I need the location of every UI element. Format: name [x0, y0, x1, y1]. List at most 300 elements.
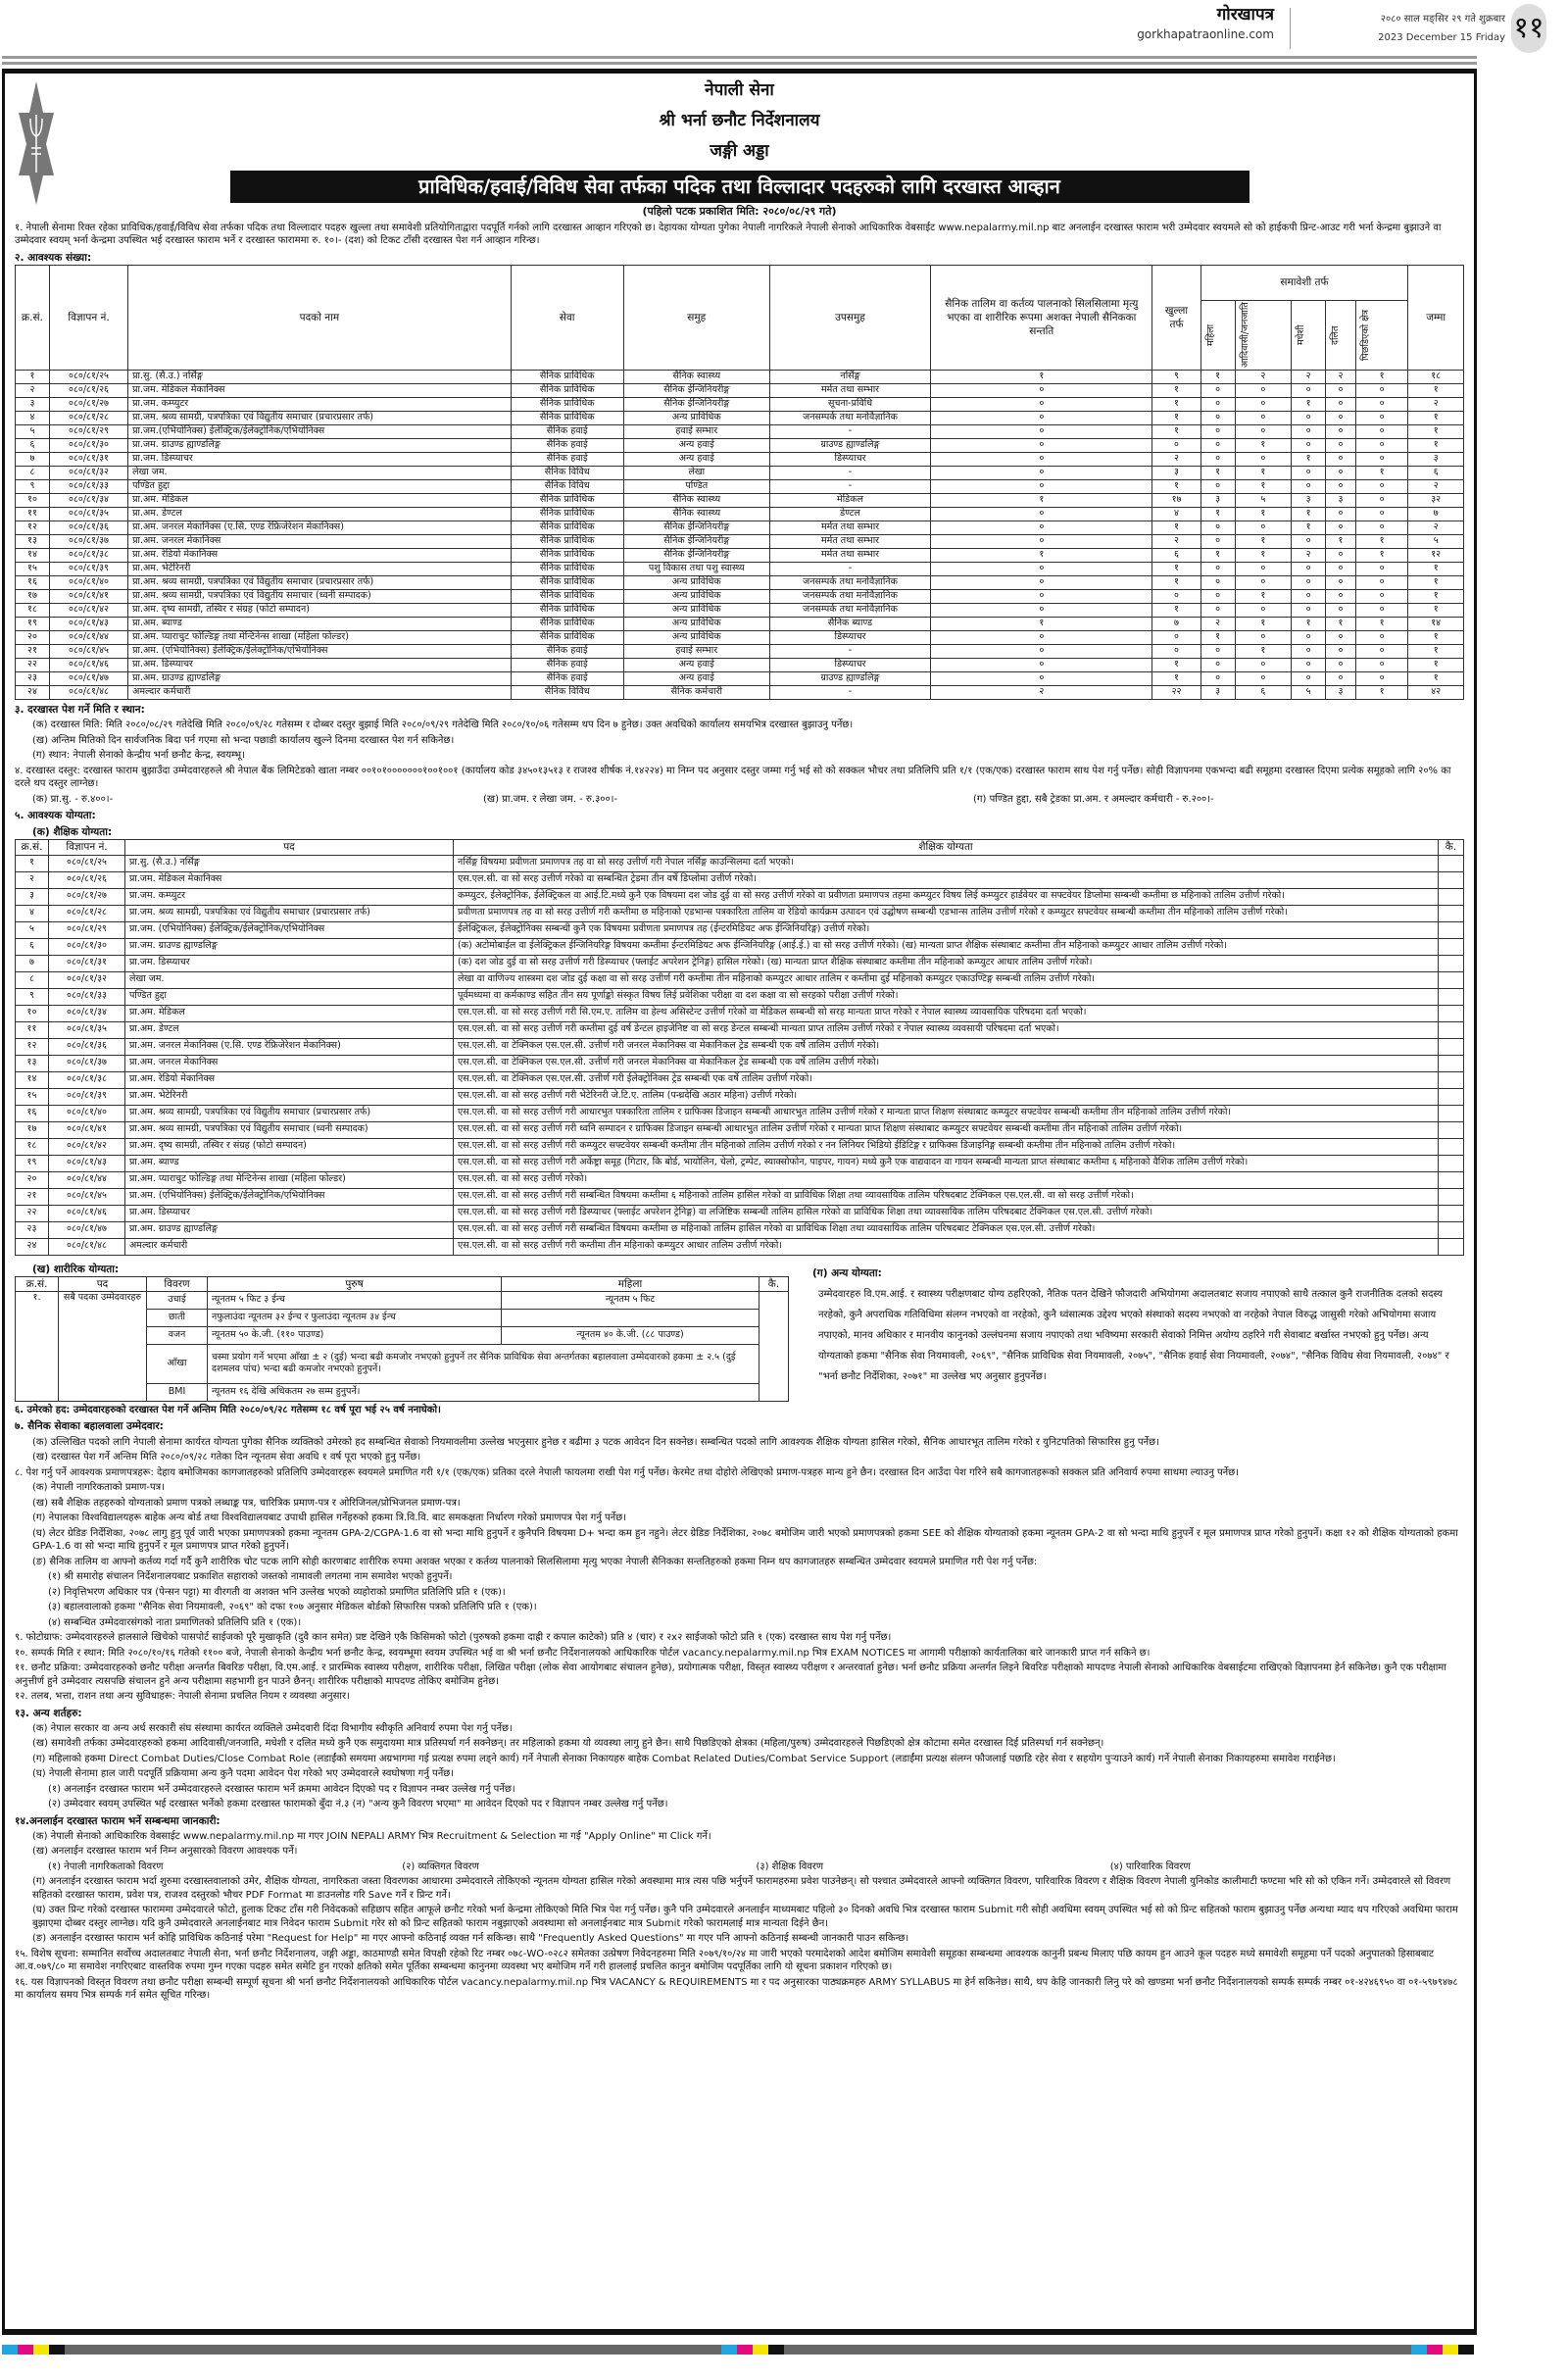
- phys-label: BMI: [147, 1383, 208, 1401]
- cell-d: ०: [1326, 630, 1356, 644]
- cell-post: प्रा.अम. मेडिकल: [125, 1005, 454, 1021]
- cell-a: ०: [1235, 383, 1292, 397]
- table-row: [16, 955, 1464, 971]
- cell-ad: ०८०/८१/३८: [49, 1071, 125, 1088]
- col-subgroup: उपसमुह: [769, 265, 930, 370]
- color-swatch: [2, 2345, 18, 2355]
- cell-a: १: [1235, 617, 1292, 630]
- cell-service: सैनिक हवाई: [511, 644, 623, 658]
- cell-post: लेखा जम.: [128, 466, 512, 479]
- cell-ad: ०८०/८१/४७: [49, 1221, 125, 1238]
- cell-sn: २: [16, 871, 49, 888]
- table-row: [16, 603, 1464, 617]
- cell-a: १: [1235, 479, 1292, 493]
- cell-q: एस.एल.सी. वा सो सरह उत्तीर्ण गरी डिस्प्याचर (फ्लाईट अपरेशन ट्रेनिङ्ग) वा लजिष्टिक सम्बन्धी तालिम हासिल गरेको वा प्राविधिक शिक्षा तथा व्यावसायिक तालिम परिषदबाट टेक्निकल एस.एल.सी. उत्तीर्ण गरेको।: [454, 1205, 1439, 1221]
- cell-service: सैनिक प्राविधिक: [511, 603, 623, 617]
- col-madhesi: मधेशी: [1296, 324, 1307, 346]
- section13-title: १३. अन्य शर्तहरु:: [15, 1707, 82, 1719]
- cell-group: अन्य प्राविधिक: [623, 589, 769, 603]
- cell-post: प्रा.अम. श्रव्य सामग्री, पत्रपत्रिका एवं विद्युतीय समाचार (प्रचारप्रसार तर्फ): [128, 575, 512, 589]
- cell-md: २: [1292, 370, 1326, 383]
- cell-sub: जनसम्पर्क तथा मनोवैज्ञानिक: [769, 589, 930, 603]
- cell-t: १८: [1408, 370, 1464, 383]
- cell-group: अन्य प्राविधिक: [623, 617, 769, 630]
- cell-post: प्रा.जम. ग्राउण्ड ह्याण्डलिङ्ग: [125, 938, 454, 955]
- cell-group: सैनिक ईन्जिनियरीङ्ग: [623, 397, 769, 411]
- cell-sn: १३: [16, 534, 50, 548]
- color-swatch: [1458, 2345, 1474, 2355]
- col-inclusive: समावेशी तर्फ: [1200, 265, 1408, 300]
- cell-ad: ०८०/८१/४८: [49, 1238, 125, 1255]
- cell-ad: ०८०/८१/३१: [49, 955, 125, 971]
- cell-m: ०: [931, 424, 1152, 438]
- cell-t: १: [1408, 562, 1464, 575]
- cell-b: ०: [1355, 493, 1407, 507]
- paper-name: गोरखापत्र: [1216, 5, 1274, 25]
- cell-sub: डिस्प्याचर: [769, 658, 930, 671]
- cell-t: १: [1408, 658, 1464, 671]
- cell-ad: ०८०/८१/३०: [49, 938, 125, 955]
- table-row: [16, 671, 1464, 685]
- cell-b: ०: [1355, 603, 1407, 617]
- cell-md: ०: [1292, 644, 1326, 658]
- cell-o: १: [1152, 562, 1200, 575]
- cell-sn: १८: [16, 603, 50, 617]
- cell-q: एस.एल.सी. वा टेक्निकल एस.एल.सी. उत्तीर्ण गरी ईलेक्ट्रोनिक्स ट्रेड सम्बन्धी एक वर्षे तालिम उत्तीर्ण गरेको।: [454, 1071, 1439, 1088]
- cell-sn: १५: [16, 562, 50, 575]
- cell-rm: [1439, 921, 1464, 938]
- cell-post: प्रा.अम. भेटेरिनरी: [125, 1088, 454, 1105]
- cell-sn: ७: [16, 955, 49, 971]
- table-row: [16, 938, 1464, 955]
- cell-d: ०: [1326, 383, 1356, 397]
- cell-m: ०: [931, 644, 1152, 658]
- date-english: 2023 December 15 Friday: [1378, 32, 1505, 43]
- cell-rm: [1439, 905, 1464, 921]
- cell-q: एस.एल.सी. वा सो सरह उत्तीर्ण गरी सम्बन्धित विषयमा कम्तीमा छ महिनाको तालिम हासिल गरेको वा प्राविधिक शिक्षा तथा व्यावसायिक तालिम परिषदबाट टेक्निकल एस.एल.सी. उत्तीर्ण गरेको।: [454, 1221, 1439, 1238]
- cell-ad: ०८०/८१/३४: [49, 1005, 125, 1021]
- cell-sub: ग्राउण्ड ह्याण्डलिङ्ग: [769, 671, 930, 685]
- cell-b: ०: [1355, 438, 1407, 452]
- doc-subitem: (३) बहालवालाको हकमा "सैनिक सेवा नियमावली, २०६९" को दफा १०७ अनुसार मेडिकल बोर्डको सिफारिस पत्रको प्रतिलिपि प्रति १ (एक)।: [48, 1602, 537, 1613]
- cell-sub: सूचना-प्रविधि: [769, 397, 930, 411]
- section7-b: (ख) दरखास्त पेश गर्ने अन्तिम मिति २०८०/०९/२८ गतेका दिन न्यूनतम सेवा अवधि १ वर्ष पूरा भएको हुनु पर्नेछ।: [32, 1452, 421, 1463]
- col-remark: कै.: [760, 1276, 789, 1291]
- cell-q: एस.एल.सी. वा सो सरह उत्तीर्ण गरी अर्केष्ट्रा समूह (गिटार, कि बोर्ड, भायोलिन, चेलो, ट्रम्पेट, स्याक्सोफोन, पाइपर, गायन) मध्ये कुनै एक वाद्यवादन वा गायन सम्बन्धी मान्यता प्राप्त संस्थाबाट कम्तीमा ६ महिनाको वैशिक तालिम उत्तीर्ण गरेको।: [454, 1155, 1439, 1171]
- cell-group: लेखा: [623, 466, 769, 479]
- col-ad-no: विज्ञापन नं.: [49, 840, 125, 855]
- phys-label: आँखा: [147, 1344, 208, 1383]
- cell-ad: ०८०/८१/२८: [49, 411, 127, 424]
- cell-d: ०: [1326, 671, 1356, 685]
- fee-list: [15, 793, 1464, 807]
- col-service: सेवा: [511, 265, 623, 370]
- cell-w: १: [1200, 466, 1235, 479]
- cell-b: १: [1355, 370, 1407, 383]
- cell-service: सैनिक प्राविधिक: [511, 589, 623, 603]
- cell-service: सैनिक विविध: [511, 685, 623, 699]
- cell-sn: ३: [16, 397, 50, 411]
- cell-service: सैनिक हवाई: [511, 438, 623, 452]
- cell-md: ३: [1292, 493, 1326, 507]
- color-swatch: [49, 2345, 65, 2355]
- ad-title-banner: प्राविधिक/हवाई/विविध सेवा तर्फका पदिक तथा विल्लादार पदहरुको लागि दरखास्त आव्हान: [230, 171, 1250, 203]
- col-group: समुह: [623, 265, 769, 370]
- table-row: [16, 988, 1464, 1005]
- cell-group: हवाई सम्भार: [623, 424, 769, 438]
- cell-w: ०: [1200, 397, 1235, 411]
- cell-md: ०: [1292, 424, 1326, 438]
- cell-o: ९: [1152, 370, 1200, 383]
- cell-sn: २४: [16, 685, 50, 699]
- cell-post: प्रा.जम. कम्प्युटर: [128, 397, 512, 411]
- cell-sn: ६: [16, 938, 49, 955]
- condition-item: (ग) महिलाको हकमा Direct Combat Duties/Close Combat Role (लडाईंको समयमा अग्रभागमा गई प्रत्यक्ष रुपमा लड्ने कार्य) गर्ने नेपाली सेनाका निकायहरु बाहेक Combat Related Duties/Combat Service Support (लडाईंमा प्रत्यक्ष संलग्न फौजलाई पछाडि रहेर सेवा र सहयोग पुर्‍याउने कार्य) गर्ने नेपाली सेनाका निकायहरुमा समावेश गराईनेछ।: [32, 1753, 1336, 1764]
- cell-o: १: [1152, 575, 1200, 589]
- cell-b: ०: [1355, 383, 1407, 397]
- col-open: खुल्ला तर्फ: [1152, 265, 1200, 370]
- cell-rm: [1439, 1238, 1464, 1255]
- cell-post: प्रा.अम. श्रव्य सामग्री, पत्रपत्रिका एवं विद्युतीय समाचार (प्रचारप्रसार तर्फ): [125, 1105, 454, 1121]
- cell-q: एस.एल.सी. वा सो सरह उत्तीर्ण गरी ध्वनि सम्पादन र ग्राफिक्स डिजाइन सम्बन्धी आधारभुत तालिम उत्तीर्ण गरेको र मान्यता प्राप्त शिक्षण संस्थाबाट कम्प्युटर सफ्टवेयर सम्बन्धी कम्तीमा तीन महिनाको तालिम उत्तीर्ण गरेको।: [454, 1121, 1439, 1138]
- cell-service: सैनिक हवाई: [511, 658, 623, 671]
- fee-item: (ख) प्रा.जम. र लेखा जम. - रु.३००।-: [483, 793, 618, 805]
- cell-t: १: [1408, 644, 1464, 658]
- cell-a: ०: [1235, 603, 1292, 617]
- cell-rm: [1439, 1138, 1464, 1155]
- cell-post: प्रा.अम. (एभियोनिक्स) ईलेक्ट्रिक/ईलेक्ट्रोनिक/एभियोनिक्स: [125, 1188, 454, 1205]
- cell-ad: ०८०/८१/४३: [49, 617, 127, 630]
- cell-service: सैनिक प्राविधिक: [511, 383, 623, 397]
- cell-t: १: [1408, 424, 1464, 438]
- cell-group: सैनिक ईन्जिनियरीङ्ग: [623, 548, 769, 562]
- section9-photo: ९. फोटोग्राफ: उम्मेदवारहरुले हालसाले खिचेको पासपोर्ट साईजको पूरै मुखाकृति (दुवै कान समेत) प्रष्ट देखिने एकै किसिमको फोटो (पुरुषको हकमा दाह्री र कपाल काटेको) प्रति ४ (चार) र २x२ साईजको फोटो प्रति १ (एक) दरखास्त साथ पेश गर्नु पर्नेछ।: [15, 1632, 892, 1644]
- cell-w: २: [1200, 617, 1235, 630]
- cell-d: ३: [1326, 493, 1356, 507]
- cell-md: ०: [1292, 589, 1326, 603]
- cell-post: प्रा.अम. जनरल मेकानिक्स: [125, 1055, 454, 1071]
- cell-sn: ११: [16, 507, 50, 521]
- cell-sub: मर्मत तथा सम्भार: [769, 548, 930, 562]
- cell-o: १७: [1152, 493, 1200, 507]
- cell-sub: मेडिकल: [769, 493, 930, 507]
- cell-md: ०: [1292, 438, 1326, 452]
- cell-sn: ४: [16, 905, 49, 921]
- nepal-army-emblem-icon: [17, 79, 56, 207]
- cell-ad: ०८०/८१/३२: [49, 971, 125, 988]
- cell-rm: [1439, 988, 1464, 1005]
- advertisement-box: [2, 69, 1477, 2335]
- cell-w: ०: [1200, 658, 1235, 671]
- cell-post: लेखा जम.: [125, 971, 454, 988]
- cell-sn: ३: [16, 888, 49, 905]
- qualifications-two-col: [15, 1260, 1464, 1402]
- cell-a: ०: [1235, 397, 1292, 411]
- table-row: [16, 589, 1464, 603]
- cell-rm: [1439, 1071, 1464, 1088]
- cell-b: ०: [1355, 397, 1407, 411]
- cell-b: १: [1355, 617, 1407, 630]
- cell-ad: ०८०/८१/२६: [49, 871, 125, 888]
- cell-ad: ०८०/८१/२८: [49, 905, 125, 921]
- doc-item: (ख) सबै शैक्षिक तहहरुको योग्यताको प्रमाण पत्रको लब्धाङ्क पत्र, चारित्रिक प्रमाण-पत्र र ओरिजिनल/प्रोभिजनल प्रमाण-पत्र।: [32, 1497, 461, 1509]
- table-row: [16, 1071, 1464, 1088]
- table-row: [16, 921, 1464, 938]
- col-women: महिला: [502, 1276, 760, 1291]
- cell-ad: ०८०/८१/४०: [49, 575, 127, 589]
- cell-ad: ०८०/८१/२५: [49, 370, 127, 383]
- cell-sn: ४: [16, 411, 50, 424]
- cell-rm: [1439, 1021, 1464, 1038]
- cell-ad: ०८०/८१/३३: [49, 988, 125, 1005]
- cell-sn: ५: [16, 921, 49, 938]
- section12-salary: १२. तलब, भत्ता, राशन तथा अन्य सुविधाहरू: नेपाली सेनामा प्रचलित नियम र व्यवस्था अनुसार।: [15, 1691, 350, 1703]
- phys-women: न्यूनतम ४० के.जी. (८८ पाउण्ड): [502, 1326, 760, 1344]
- intro-paragraph: १. नेपाली सेनामा रिक्त रहेका प्राविधिक/हवाई/विविध सेवा तर्फका पदिक तथा विल्लादार पदहरु खुल्ला तथा समावेशी प्रतियोगिताद्वारा पदपूर्ति गर्नको लागि दरखास्त आव्हान गरिएको छ। देहायका योग्यता पुगेका नेपाली नागरिकले नेपाली सेनाको आधिकारिक वेबसाईट www.nepalarmy.mil.np बाट अनलाईन दरखास्त फाराम भरी उम्मेदवार स्वयमले सो को हाईकपी प्रिन्ट-आउट गरी भर्ना केन्द्रमा बुझाउने वा उम्मेदवार स्वयम् भर्ना केन्द्रमा उपस्थित भई दरखास्त फाराम भर्ने र दरखास्त फाराममा रु. १०।- (दश) को टिकट टाँसी दरखास्त पेश गर्न आव्हान गरिन्छ।: [15, 222, 1442, 247]
- cell-service: सैनिक प्राविधिक: [511, 630, 623, 644]
- phys-bmi: न्यूनतम १६ देखि अधिकतम २७ सम्म हुनुपर्ने।: [208, 1383, 760, 1401]
- cell-service: सैनिक हवाई: [511, 424, 623, 438]
- cell-m: ०: [931, 438, 1152, 452]
- cell-a: ०: [1235, 521, 1292, 534]
- cell-sn: २१: [16, 1188, 49, 1205]
- col-dalit: दलित: [1330, 325, 1342, 345]
- section15-special-notice: १५. विशेष सूचना: सम्मानित सर्वोच्च अदालतबाट नेपाली सेना, भर्ना छनौट निर्देशनालय, जङ्गी अड्डा, काठमाण्डौ समेत विपक्षी रहेको रिट नम्बर ०७८-WO-०२८२ समेतका उत्प्रेषण निवेदनहरुमा मिति २०७९/१०/२४ मा जारी भएको परमादेशको आदेश बमोजिम समावेशी समूहका सम्बन्धमा आवश्यक कानुनी प्रबन्ध मिलाए पछि कायम हुन आउने कूल पदहरु मध्ये समावेशी समूहमा पर्ने पदको अनुपातको हिसाबबाट आ.व.०७९/८० मा समावेश नगरिएबाट वास्तविक रुपमा गुम्न गएका पदहरु समेत समेटि हुन गएको क्षतिको समेत पूर्तिका सम्बन्धमा कानुनमा व्यवस्था भए बमोजिम गर्ने गरी हाललाई प्रचलित कानुन बमोजिम पदपूर्तिका लागि यो सूचना प्रकाशन गरिएको छ।: [15, 1948, 1435, 1973]
- cell-q: एस.एल.सी. वा सो सरह उत्तीर्ण गरी कम्तीमा तीन महिनाको कम्प्युटर आधार तालिम उत्तीर्ण गरेको।: [454, 1238, 1439, 1255]
- cell-m: ०: [931, 452, 1152, 466]
- cell-a: १: [1235, 507, 1292, 521]
- cell-sn: ७: [16, 452, 50, 466]
- cell-rm: [1439, 1188, 1464, 1205]
- section6-age: ६. उमेरको हद: उम्मेदवारहरुको दरखास्त पेश गर्ने अन्तिम मिति २०८०/०९/२८ गतेसम्म १८ वर्ष पूरा भई २५ वर्ष ननाघेको।: [15, 1404, 441, 1415]
- cell-m: ०: [931, 575, 1152, 589]
- cell-w: १: [1200, 370, 1235, 383]
- cell-q: पूर्वमध्यमा वा कर्मकाण्ड सहित तीन सय पूर्णाङ्को संस्कृत विषय लिई प्रवेशिका परीक्षा वा दश कक्षा वा सो सरहको परीक्षा उत्तीर्ण गरेको।: [454, 988, 1439, 1005]
- cell-group: अन्य प्राविधिक: [623, 630, 769, 644]
- cell-o: १: [1152, 424, 1200, 438]
- table-row: [16, 1021, 1464, 1038]
- cell-service: सैनिक प्राविधिक: [511, 521, 623, 534]
- table-row: [16, 562, 1464, 575]
- cell-o: ३: [1152, 466, 1200, 479]
- cell-sn: १०: [16, 1005, 49, 1021]
- cell-o: १: [1152, 383, 1200, 397]
- cell-sn: १: [16, 855, 49, 871]
- phys-women: न्यूनतम ५ फिट: [502, 1291, 760, 1309]
- cell-o: २२: [1152, 685, 1200, 699]
- vacancy-table-body: [16, 370, 1464, 699]
- cell-post: प्रा.अम. डेण्टल: [128, 507, 512, 521]
- cell-d: ०: [1326, 589, 1356, 603]
- cell-b: ०: [1355, 671, 1407, 685]
- section4-fee: ४. दरखास्त दस्तुर: दरखास्त फाराम बुझाउँदा उम्मेदवारहरुले श्री नेपाल बैंक लिमिटेडको खाता नम्बर ००१०१०००००००१००१००१ (कार्यालय कोड ३४५०१३५१३ र राजश्व शीर्षक नं.१४२२४) मा निम्न पद अनुसार दस्तुर जम्मा गर्नु भई सो को सक्कल भौचर तथा प्रतिलिपि प्रति १/१ (एक/एक) दरखास्त फाराम साथ पेश गर्नु पर्नेछ। सोही विज्ञापनमा एकभन्दा बढी समूहमा दरखास्त दिएमा प्रत्येक समूहको लागि २०% का दरले थप दस्तुर लाग्नेछ।: [15, 765, 1451, 789]
- cell-d: १: [1326, 617, 1356, 630]
- condition-item: (घ) नेपाली सेनामा हाल जारी पदपूर्ति प्रक्रियामा अन्य कुनै पदमा आवेदन पेश गरेको भए उम्मेदवारले स्वघोषणा गर्नु पर्नेछ।: [32, 1768, 455, 1780]
- cell-d: ०: [1326, 452, 1356, 466]
- cell-b: १: [1355, 548, 1407, 562]
- col-adivasi: आदिवासी/जनजाति: [1239, 302, 1250, 369]
- color-swatch: [1427, 2345, 1443, 2355]
- section3-b: (ख) अन्तिम मितिको दिन सार्वजनिक बिदा पर्न गएमा सो भन्दा पछाडी कार्यालय खुल्ने दिनमा दरखास्त पेश गर्न सकिनेछ।: [32, 734, 455, 746]
- doc-subitem: (४) सम्बन्धित उम्मेदवारसंगको नाता प्रमाणितको प्रतिलिपि प्रति १ (एक)।: [48, 1616, 302, 1628]
- other-qualification: [812, 1260, 1464, 1402]
- cell-ad: ०८०/८१/४०: [49, 1105, 125, 1121]
- cell-post: प्रा.अम. दृष्य सामग्री, तस्विर र संग्रह (फोटो सम्पादन): [128, 603, 512, 617]
- cell-t: ३: [1408, 452, 1464, 466]
- cell-q: एस.एल.सी. वा टेक्निकल एस.एल.सी. उत्तीर्ण गरी जनरल मेकानिक्स वा मेकानिकल ट्रेड सम्बन्धी एक वर्षे तालिम उत्तीर्ण गरेको।: [454, 1055, 1439, 1071]
- edu-qual-title: (क) शैक्षिक योग्यता:: [32, 826, 113, 839]
- cell-o: २: [1152, 452, 1200, 466]
- directorate-name: श्री भर्ना छनौट निर्देशनालय: [659, 110, 820, 130]
- table-row: [16, 521, 1464, 534]
- col-sn: क्र.सं.: [16, 840, 49, 855]
- cell-service: सैनिक प्राविधिक: [511, 370, 623, 383]
- cell-post: प्रा.अम. डिस्प्याचर: [125, 1205, 454, 1221]
- col-post: पद: [125, 840, 454, 855]
- cell-rm: [1439, 1155, 1464, 1171]
- cell-ad: ०८०/८१/४३: [49, 1155, 125, 1171]
- color-swatch: [768, 2345, 784, 2355]
- cell-sn: १२: [16, 1038, 49, 1055]
- doc-item: (ग) नेपालका विश्वविद्यालयहरू बाहेक अन्य बोर्ड तथा विश्वविद्यालयबाट उपाधी हासिल गर्नेहरुको हकमा त्रि.वि.वि. बाट समकक्षता निर्धारण गरेको प्रमाणपत्र पेश गर्नु पर्नेछ।: [32, 1512, 627, 1524]
- cell-rm: [1439, 971, 1464, 988]
- table-row: [16, 658, 1464, 671]
- cell-m: ०: [931, 671, 1152, 685]
- cell-d: ०: [1326, 548, 1356, 562]
- cell-m: ०: [931, 658, 1152, 671]
- table-row: [16, 1205, 1464, 1221]
- cell-rm: [1439, 1005, 1464, 1021]
- cell-post: प्रा.अम. ग्राउण्ड ह्याण्डलिङ्ग: [125, 1221, 454, 1238]
- cell-a: १: [1235, 548, 1292, 562]
- cell-post: प्रा.अम. प्याराचुट फोल्डिङ्ग तथा मेन्टिनेन्स शाखा (महिला फोल्डर): [128, 630, 512, 644]
- cell-sn: १७: [16, 1121, 49, 1138]
- table-row: [16, 1155, 1464, 1171]
- cell-sub: -: [769, 644, 930, 658]
- cell-b: ०: [1355, 575, 1407, 589]
- table-row: [16, 493, 1464, 507]
- cell-b: ०: [1355, 644, 1407, 658]
- cell-sub: जनसम्पर्क तथा मनोवैज्ञानिक: [769, 575, 930, 589]
- cell-post: प्रा.अम. ग्राउण्ड ह्याण्डलिङ्ग: [128, 671, 512, 685]
- phys-label: उचाई: [147, 1291, 208, 1309]
- section3-title: ३. दरखास्त पेश गर्ने मिति र स्थान:: [15, 703, 145, 716]
- cell-m: ०: [931, 562, 1152, 575]
- cell-ad: ०८०/८१/३९: [49, 562, 127, 575]
- cell-t: १: [1408, 383, 1464, 397]
- cell-post: अमल्दार कर्मचारी: [125, 1238, 454, 1255]
- section5-title: ५. आवश्यक योग्यता:: [15, 810, 96, 821]
- table-row: [16, 534, 1464, 548]
- cell-sn: ११: [16, 1021, 49, 1038]
- cell-sn: १६: [16, 575, 50, 589]
- cell-ad: ०८०/८१/३८: [49, 548, 127, 562]
- phys-men: नफुलाउंदा न्यूनतम ३२ ईन्च र फुलाउंदा न्यूनतम ३४ ईन्च: [208, 1309, 502, 1326]
- cell-d: ०: [1326, 603, 1356, 617]
- cell-ad: ०८०/८१/२७: [49, 888, 125, 905]
- table-row: [16, 411, 1464, 424]
- cell-o: १: [1152, 411, 1200, 424]
- cell-group: अन्य हवाई: [623, 671, 769, 685]
- cell-o: १: [1152, 658, 1200, 671]
- cell-sub: जनसम्पर्क तथा मनोवैज्ञानिक: [769, 603, 930, 617]
- cell-b: ०: [1355, 411, 1407, 424]
- cell-post: प्रा.अम. मेडिकल: [128, 493, 512, 507]
- cell-w: ०: [1200, 452, 1235, 466]
- issue-dates: [1378, 10, 1505, 47]
- cell-t: ४२: [1408, 685, 1464, 699]
- table-row: [16, 1005, 1464, 1021]
- cell-sn: ६: [16, 438, 50, 452]
- cell-t: २: [1408, 479, 1464, 493]
- col-remark: कै.: [1439, 840, 1464, 855]
- cell-rm: [1439, 1055, 1464, 1071]
- cell-a: २: [1235, 370, 1292, 383]
- doc-subitem: (२) निवृत्तिभरण अधिकार पत्र (पेन्सन पट्टा) मा वीरगती वा अशक्त भनि उल्लेख भएको व्यहोराको प्रमाणित प्रतिलिपि प्रति १ (एक)।: [48, 1586, 506, 1598]
- cell-w: ०: [1200, 644, 1235, 658]
- table-row: [16, 1088, 1464, 1105]
- color-swatch: [784, 2345, 1411, 2355]
- cell-o: १: [1152, 603, 1200, 617]
- cell-ad: ०८०/८१/४२: [49, 1138, 125, 1155]
- cell-w: ०: [1200, 438, 1235, 452]
- cell-sn: ९: [16, 988, 49, 1005]
- cell-ad: ०८०/८१/४७: [49, 671, 127, 685]
- physical-table: [15, 1276, 789, 1402]
- cell-group: पण्डित: [623, 479, 769, 493]
- cell-sub: -: [769, 479, 930, 493]
- cell-b: ०: [1355, 452, 1407, 466]
- table-row: [16, 1105, 1464, 1121]
- cell-a: ६: [1235, 685, 1292, 699]
- publication-date: (पहिलो पटक प्रकाशित मिति: २०८०/०८/२९ गते): [642, 204, 837, 218]
- color-swatch: [65, 2345, 721, 2355]
- cell-b: ०: [1355, 507, 1407, 521]
- cell-sub: -: [769, 424, 930, 438]
- newspaper-masthead: [0, 0, 1568, 57]
- cell-ad: ०८०/८१/३०: [49, 438, 127, 452]
- online-detail-item: (२) व्यक्तिगत विवरण: [402, 1860, 479, 1872]
- cell-sub: -: [769, 466, 930, 479]
- cell-w: १: [1200, 548, 1235, 562]
- cell-m: १: [931, 493, 1152, 507]
- cell-ad: ०८०/८१/४१: [49, 589, 127, 603]
- cell-sub: ग्राउण्ड ह्याण्डलिङ्ग: [769, 438, 930, 452]
- cell-sn: १७: [16, 589, 50, 603]
- table-row: [16, 1238, 1464, 1255]
- phys-sn: १.: [16, 1291, 59, 1401]
- cell-rm: [1439, 1038, 1464, 1055]
- col-total: जम्मा: [1408, 265, 1464, 370]
- cell-post: प्रा.अम. भेटेरिनरी: [128, 562, 512, 575]
- cell-md: ०: [1292, 562, 1326, 575]
- cell-md: ०: [1292, 479, 1326, 493]
- cell-group: सैनिक स्वास्थ्य: [623, 493, 769, 507]
- cell-b: ०: [1355, 658, 1407, 671]
- phys-eyes: चस्मा प्रयोग गर्ने भएमा आँखा ± २ (दुई) भन्दा बढी कमजोर नभएको हुनुपर्ने तर सैनिक प्राविधिक सेवा अन्तर्गतका बहालवाला उम्मेदवारको हकमा ± २.५ (दुई दशमलव पांच) भन्दा बढी कमजोर नभएको हुनुपर्ने।: [208, 1344, 760, 1383]
- online-detail-item: (४) पारिवारिक विवरण: [1109, 1860, 1191, 1872]
- cell-w: ०: [1200, 479, 1235, 493]
- cell-w: ०: [1200, 603, 1235, 617]
- cell-t: १: [1408, 438, 1464, 452]
- cell-o: ७: [1152, 617, 1200, 630]
- cell-rm: [1439, 1105, 1464, 1121]
- section7-a: (क) उल्लिखित पदको लागि नेपाली सेनामा कार्यरत योग्यता पुगेका सैनिक व्यक्तिको उमेरको हद सम्बन्धित सेवाको नियमावलीमा उल्लेख भएनुसार हुनेछ र बढीमा ३ पटक आवेदन दिन सक्नेछ। सम्बन्धित पदको लागि आवश्यक शैक्षिक योग्यता हासिल गरेको, सैनिक आधारभूत तालिम गरेको र युनिटपतिको सिफारिस हुनु पर्नेछ।: [32, 1436, 1159, 1448]
- table-row: [16, 424, 1464, 438]
- cell-group: अन्य प्राविधिक: [623, 575, 769, 589]
- cell-sn: १३: [16, 1055, 49, 1071]
- cell-md: ०: [1292, 411, 1326, 424]
